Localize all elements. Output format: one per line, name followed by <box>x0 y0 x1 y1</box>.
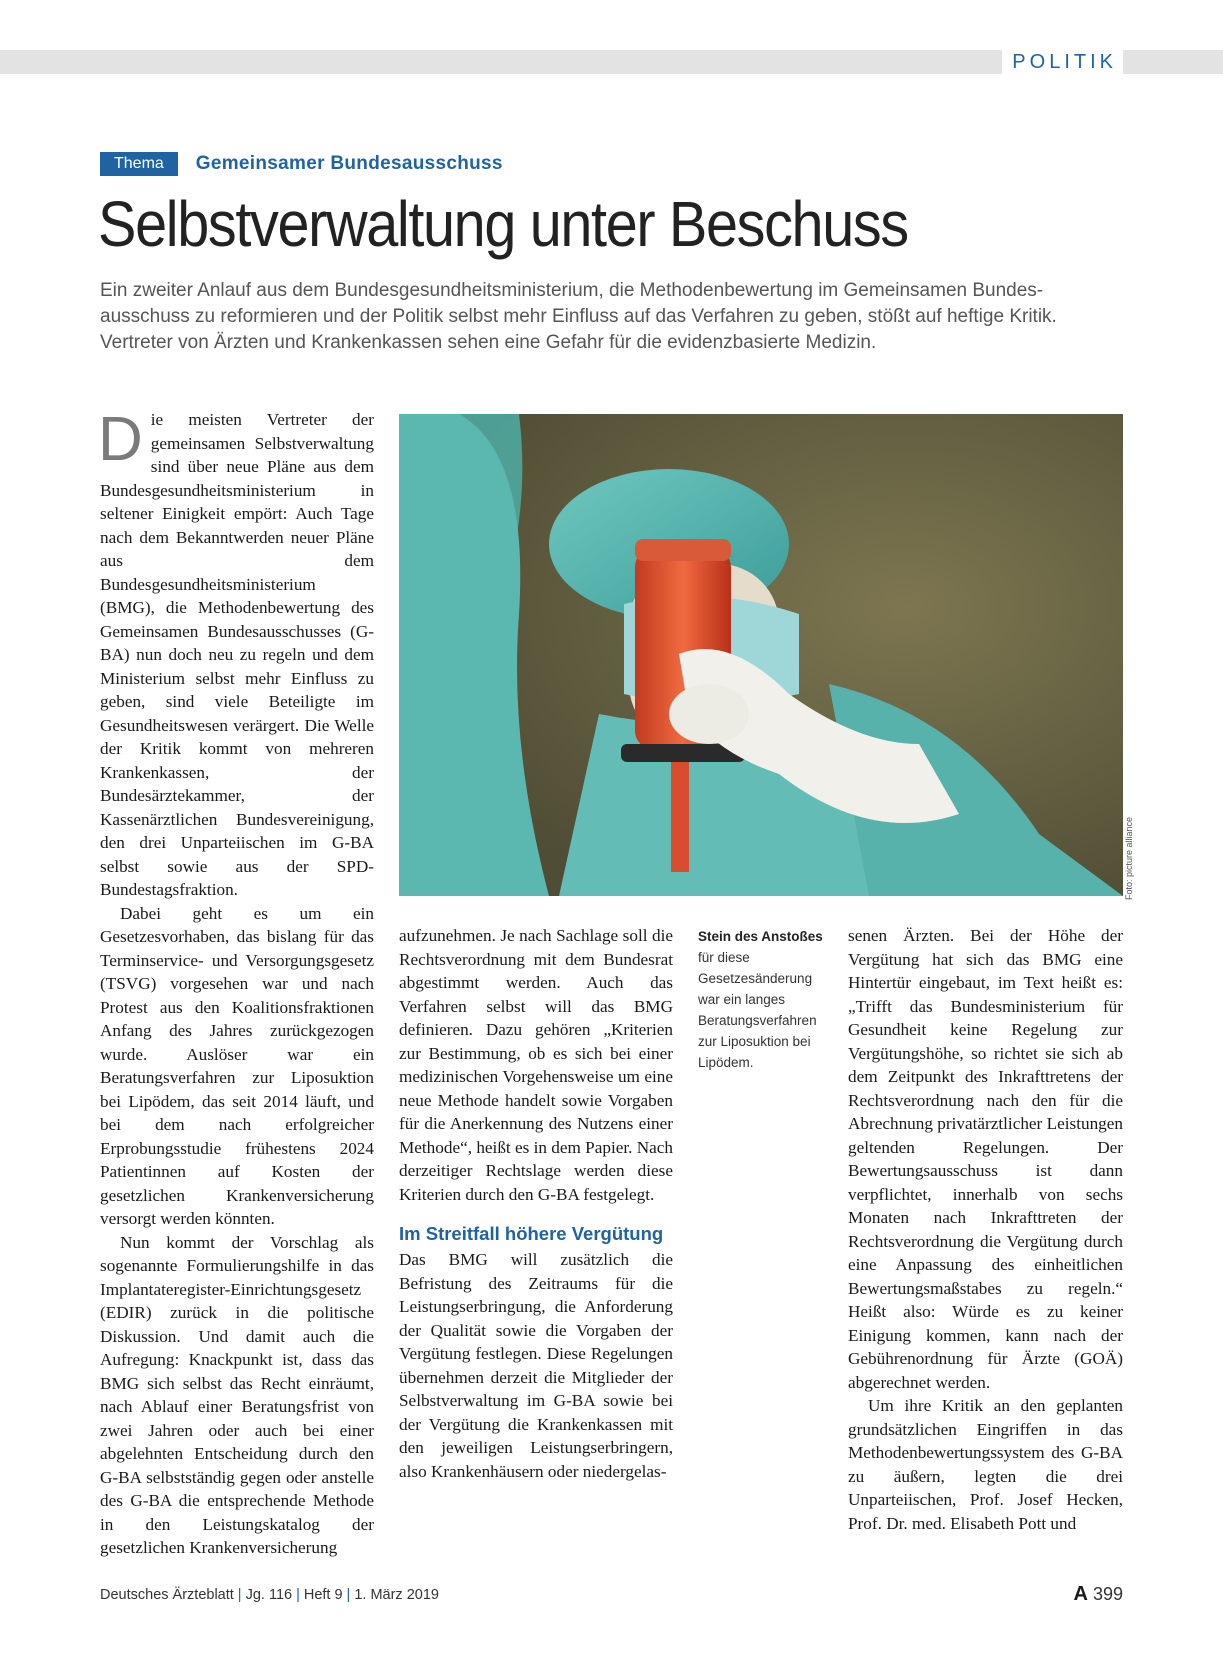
journal-name: Deutsches Ärzteblatt <box>100 1587 234 1603</box>
lead-line: Ein zweiter Anlauf aus dem Bundesgesundheitsministerium, die Methodenbewertung im Gemeinsamen Bundes- <box>100 280 1044 301</box>
paragraph: senen Ärzten. Bei der Höhe der Vergütung hat sich das BMG eine Hintertür eingebaut, im Text heißt es: „Trifft das Bundesministerium für Gesundheit keine Regelung zur Vergütungshöhe, so richtet sie sich ab dem Zeitpunkt des Inkrafttretens der Rechtsverordnung nach den für die Abrechnung privatärztlicher Leistungen geltenden Regelungen. Der Bewertungsausschuss ist dann verpflichtet, innerhalb von sechs Monaten nach Inkrafttreten der Rechtsverordnung die Vergütung durch eine Anpassung des einheitlichen Bewertungsmaßstabes zu regeln.“ Heißt also: Würde es zu keiner Einigung kommen, kann nach der Gebührenordnung für Ärzte (GOÄ) abgerechnet werden. <box>848 926 1123 1392</box>
paragraph: Um ihre Kritik an den geplanten grundsätzlichen Eingriffen in das Methodenbewertungssystem des G-BA zu äußern, legten die drei Unparteiischen, Prof. Josef Hecken, Prof. Dr. med. Elisabeth Pott und <box>848 1396 1123 1533</box>
article-photo <box>399 414 1123 896</box>
page-number-value: 399 <box>1092 1584 1123 1604</box>
caption-text: für diese Gesetzesänderung war ein langes Beratungsverfahren zur Liposuktion bei Lipödem. <box>698 950 817 1070</box>
paragraph: Nun kommt der Vorschlag als sogenannte Formulierungshilfe in das Implantateregister-Einrichtungsgesetz (EDIR) zurück in die politische Diskussion. Und damit auch die Aufregung: Knackpunkt ist, dass das BMG sich selbst das Recht einräumt, nach Ablauf einer Beratungsfrist von zwei Jahren oder auch bei einer abgelehnten Entscheidung durch den G-BA selbstständig gegen oder anstelle des G-BA die entsprechende Methode in den Leistungskatalog der gesetzlichen Krankenversicherung <box>100 1232 374 1557</box>
footer-citation <box>100 1587 439 1603</box>
separator: | <box>346 1587 351 1603</box>
issue: Heft 9 <box>303 1587 343 1603</box>
kicker-topic: Gemeinsamer Bundesausschuss <box>195 153 503 174</box>
drop-cap: D <box>98 405 143 474</box>
paragraph-text: ie meisten Vertreter der gemeinsamen Selbstverwaltung sind über neue Pläne aus dem Bundesgesundheitsministerium in seltener Einigkeit empört: Auch Tage nach dem Bekanntwerden neuer Pläne aus dem Bundesgesundheitsministerium (BMG), die Methodenbewertung des Gemeinsamen Bundesausschusses (G-BA) nun doch neu zu regeln und dem Ministerium selbst mehr Einfluss zu geben, sind viele Beteiligte im Gesundheitswesen verärgert. Die Welle der Kritik kommt von mehreren Krankenkassen, der Bundesärztekammer, der Kassenärztlichen Bundesvereinigung, den drei Unparteiischen im G-BA selbst sowie aus der SPD-Bundestagsfraktion. <box>100 410 374 899</box>
surgeon-photo-illustration <box>399 414 1123 896</box>
text-column-1 <box>98 405 374 1560</box>
lead-paragraph <box>100 278 1110 356</box>
volume: Jg. 116 <box>245 1587 293 1603</box>
issue-date: 1. März 2019 <box>354 1587 439 1603</box>
paragraph: aufzunehmen. Je nach Sachlage soll die Rechtsverordnung mit dem Bundesrat abgestimmt werden. Auch das Verfahren selbst will das BMG definieren. Dazu gehören „Kriterien zur Bestimmung, ob es sich bei einer medizinischen Vorgehensweise um eine neue Methode handelt sowie Vorgaben für die Anerkennung des Nutzens einer Methode“, heißt es in dem Papier. Nach derzeitiger Rechtslage werden diese Kriterien durch den G-BA festgelegt. <box>399 926 673 1204</box>
headline: Selbstverwaltung unter Beschuss <box>98 188 908 260</box>
text-column-3 <box>848 924 1123 1535</box>
paragraph: Dabei geht es um ein Gesetzesvorhaben, das bislang für das Terminservice- und Versorgungsgesetz (TSVG) vorgesehen war und nach Protest aus den Koalitionsfraktionen Anfang des Jahres zurückgezogen wurde. Auslöser war ein Beratungsverfahren zur Liposuktion bei Lipödem, das seit 2014 läuft, und bei dem nach erfolgreicher Erprobungsstudie frühestens 2024 Patientinnen auf Kosten der gesetzlichen Krankenversicherung versorgt werden könnten. <box>100 903 374 1228</box>
kicker <box>100 152 503 176</box>
section-label: POLITIK <box>1002 50 1123 74</box>
text-column-2 <box>399 924 673 1483</box>
lead-line: Vertreter von Ärzten und Krankenkassen sehen eine Gefahr für die evidenzbasierte Medizin. <box>100 332 877 353</box>
page-number <box>1073 1583 1123 1606</box>
lead-line: ausschuss zu reformieren und der Politik selbst mehr Einfluss auf das Verfahren zu geben, stößt auf heftige Kritik. <box>100 306 1057 327</box>
thema-badge: Thema <box>100 152 178 176</box>
separator: | <box>237 1587 242 1603</box>
photo-caption <box>698 926 828 1073</box>
subheading: Im Streitfall höhere Vergütung <box>399 1223 664 1244</box>
separator: | <box>296 1587 300 1603</box>
page-prefix: A <box>1073 1583 1088 1605</box>
paragraph <box>98 405 374 902</box>
photo-credit: Foto: picture alliance <box>1124 816 1134 900</box>
caption-bold: Stein des Anstoßes <box>698 929 823 944</box>
paragraph: Das BMG will zusätzlich die Befristung des Zeitraums für die Leistungserbringung, die Anforderung der Qualität sowie die Vorgaben der Vergütung festlegen. Diese Regelungen übernehmen derzeit die Mitglieder der Selbstverwaltung im G-BA sowie bei der Vergütung die Krankenkassen mit den jeweiligen Leistungserbringern, also Krankenhäusern oder niedergelas- <box>399 1250 673 1481</box>
